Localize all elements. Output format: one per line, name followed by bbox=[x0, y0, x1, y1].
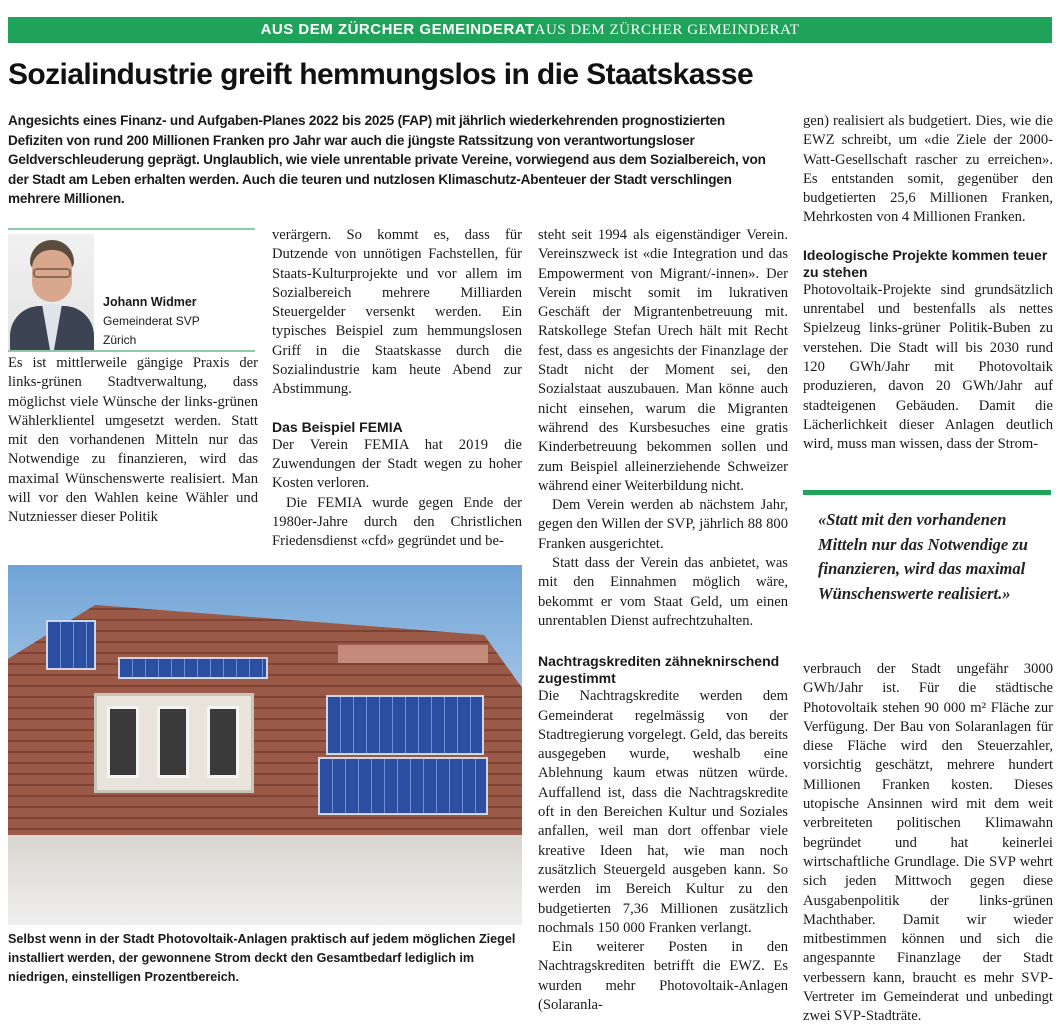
column-3 bbox=[538, 226, 788, 1015]
author-info bbox=[103, 293, 200, 350]
body-paragraph: Die FEMIA wurde gegen Ende der 1980er-Jahre durch den Christlichen Friedensdienst «cfd» gegründet und be- bbox=[272, 494, 522, 550]
column-1 bbox=[8, 354, 258, 528]
body-paragraph: gen) realisiert als budgetiert. Dies, wie die EWZ schreibt, um «die Ziele der 2000-Watt-Gesellschaft rascher zu erreichen». Es entstanden somit, gegenüber den budgetierten 25,6 Millionen Franken, Mehrkosten von 4 Millionen Franken. bbox=[803, 113, 1053, 226]
body-paragraph: Ein weiterer Posten in den Nachtragskrediten betrifft die EWZ. Es wurden mehr Photovoltaik-Anlagen (Solaranla- bbox=[538, 939, 788, 1013]
column-4-bottom bbox=[803, 660, 1053, 1027]
photo-caption: Selbst wenn in der Stadt Photovoltaik-Anlagen praktisch auf jedem möglichen Ziegel installiert werden, der gewonnene Strom deckt den Gesamtbedarf lediglich im niedrigen, einstelligen Prozentbereich. bbox=[8, 932, 516, 984]
lead-paragraph: Angesichts eines Finanz- und Aufgaben-Planes 2022 bis 2025 (FAP) mit jährlich wiederkehrenden prognostizierten Defiziten von rund 200 Millionen Franken pro Jahr war auch die jüngste Ratssitzung von verantwortungsloser Geldverschleuderung geprägt. Unglaublich, wie viele unrentable private Vereine, vorwiegend aus dem Sozialbereich, von der Stadt am Leben erhalten werden. Auch die teuren und nutzlosen Klimaschutz-Abenteuer der Stadt verschlingen mehrere Millionen. bbox=[8, 113, 766, 206]
column-2 bbox=[272, 226, 522, 551]
section-banner bbox=[8, 17, 1052, 43]
body-paragraph: verärgern. So kommt es, dass für Dutzende von unnötigen Fachstellen, für Staats-Kulturprojekte und vor allem im Sozialbereich mehrere Milliarden Steuergelder versenkt werden. Ein typisches Beispiel zum hemmungslosen Griff in die Staatskasse durch die Sozialindustrie kam heute Abend zur Abstimmung. bbox=[272, 227, 522, 398]
author-box bbox=[8, 228, 255, 352]
subheading: Nachtragskrediten zähneknirschend zugestimmt bbox=[538, 653, 780, 687]
body-paragraph: Photovoltaik-Projekte sind grundsätzlich unrentabel und bestenfalls als nettes Spielzeug links-grüner Politik-Buben zu verstehen. Die Stadt will bis 2030 rund 120 GWh/Jahr mit Photovoltaik produzieren, davon 20 GWh/Jahr auf stadteigenen Gebäuden. Damit die Lächerlichkeit dieser Anlagen deutlich wird, muss man wissen, dass der Strom- bbox=[803, 281, 1053, 453]
author-role: Gemeinderat SVP bbox=[103, 314, 200, 328]
body-paragraph: Es ist mittlerweile gängige Praxis der links-grünen Stadtverwaltung, dass möglichst viele Wünsche der links-grünen Wählerklientel umgesetzt werden. Statt mit den vorhandenen Mitteln nur das Notwendige zu finanzieren, wird das maximal Wünschenswerte realisiert. Man will vor den Wahlen keine Wähler und Nutzniesser dieser Politik bbox=[8, 355, 258, 526]
pull-quote: «Statt mit den vorhandenen Mitteln nur das Notwendige zu finanzieren, wird das maximal Wünschenswerte realisiert.» bbox=[818, 510, 1028, 603]
author-city: Zürich bbox=[103, 333, 137, 347]
body-paragraph: Dem Verein werden ab nächstem Jahr, gegen den Willen der SVP, jährlich 88 800 Franken ausgerichtet. bbox=[538, 497, 788, 552]
subheading: Ideologische Projekte kommen teuer zu stehen bbox=[803, 246, 1048, 280]
body-paragraph: Die Nachtragskredite werden dem Gemeinderat regelmässig von der Stadtregierung vorgelegt. Geld, das bereits ausgegeben wurde, weshalb eine Ablehnung kaum etwas nützen würde. Auffallend ist, dass die Nachtragskredite oft in den Bereichen Kultur und Soziales anfallen, weil man dort offenbar viele kreative Ideen hat, wie man noch zusätzlich Steuergeld ausgeben kann. So werden im Bereich Kultur zu den budgetierten 7,36 Millionen zusätzlich nochmals 150 000 Franken verlangt. bbox=[538, 688, 788, 936]
article-photo-solar-roof bbox=[8, 565, 522, 925]
body-paragraph: Statt dass der Verein das anbietet, was mit den Einnahmen möglich wäre, bekommt er vom Staat Geld, um einen unrentablen Dienst aufrechtzuhalten. bbox=[538, 555, 788, 629]
column-4-top bbox=[803, 112, 1053, 454]
headline: Sozialindustrie greift hemmungslos in die Staatskasse bbox=[8, 58, 754, 91]
author-photo bbox=[8, 234, 94, 350]
banner-bold-text: AUS DEM ZÜRCHER GEMEINDERAT bbox=[260, 21, 535, 38]
banner-serif-text: AUS DEM ZÜRCHER GEMEINDERAT bbox=[534, 22, 800, 38]
author-name: Johann Widmer bbox=[103, 295, 197, 309]
body-paragraph: steht seit 1994 als eigenständiger Verein. Vereinszweck ist «die Integration und das Empowerment von Migrant/-innen». Der Verein mischt somit im lukrativen Geschäft der Migrantenbetreuung mit. Ratskollege Stefan Urech hält mit Recht fest, dass es angesichts der Finanzlage der Stadt nicht der Moment sei, den Sozialstaat auszubauen. Man könne auch nicht einsehen, warum die Migranten während des Kursbesuches eine gratis Kinderbetreuung bekommen sollen und zum Beispiel alleinerziehende Schweizer während einer Weiterbildung nicht. bbox=[538, 227, 788, 494]
subheading: Das Beispiel FEMIA bbox=[272, 418, 403, 435]
quote-divider bbox=[803, 490, 1051, 495]
body-paragraph: Der Verein FEMIA hat 2019 die Zuwendungen der Stadt wegen zu hoher Kosten verloren. bbox=[272, 436, 522, 492]
body-paragraph: verbrauch der Stadt ungefähr 3000 GWh/Jahr ist. Für die städtische Photovoltaik stehen 90 000 m² Fläche zur Verfügung. Der Bau von Solaranlagen für diese Fläche wird den Steuerzahler, vorsichtig geschätzt, mehrere hundert Millionen Franken kosten. Dieses utopische Ansinnen wird mit dem weit verbreiteten politischen Klimawahn begründet und hat keinerlei wirtschaftliche Grundlage. Die SVP wehrt sich jeden Mittwoch gegen diese Ausgabenpolitik der links-grünen Machthaber. Damit wir wieder mitbestimmen können und sich die angespannte Finanzlage der Stadt verbessern kann, braucht es mehr SVP-Vertreter im Gemeinderat und unbedingt zwei SVP-Stadträte. bbox=[803, 661, 1053, 1025]
